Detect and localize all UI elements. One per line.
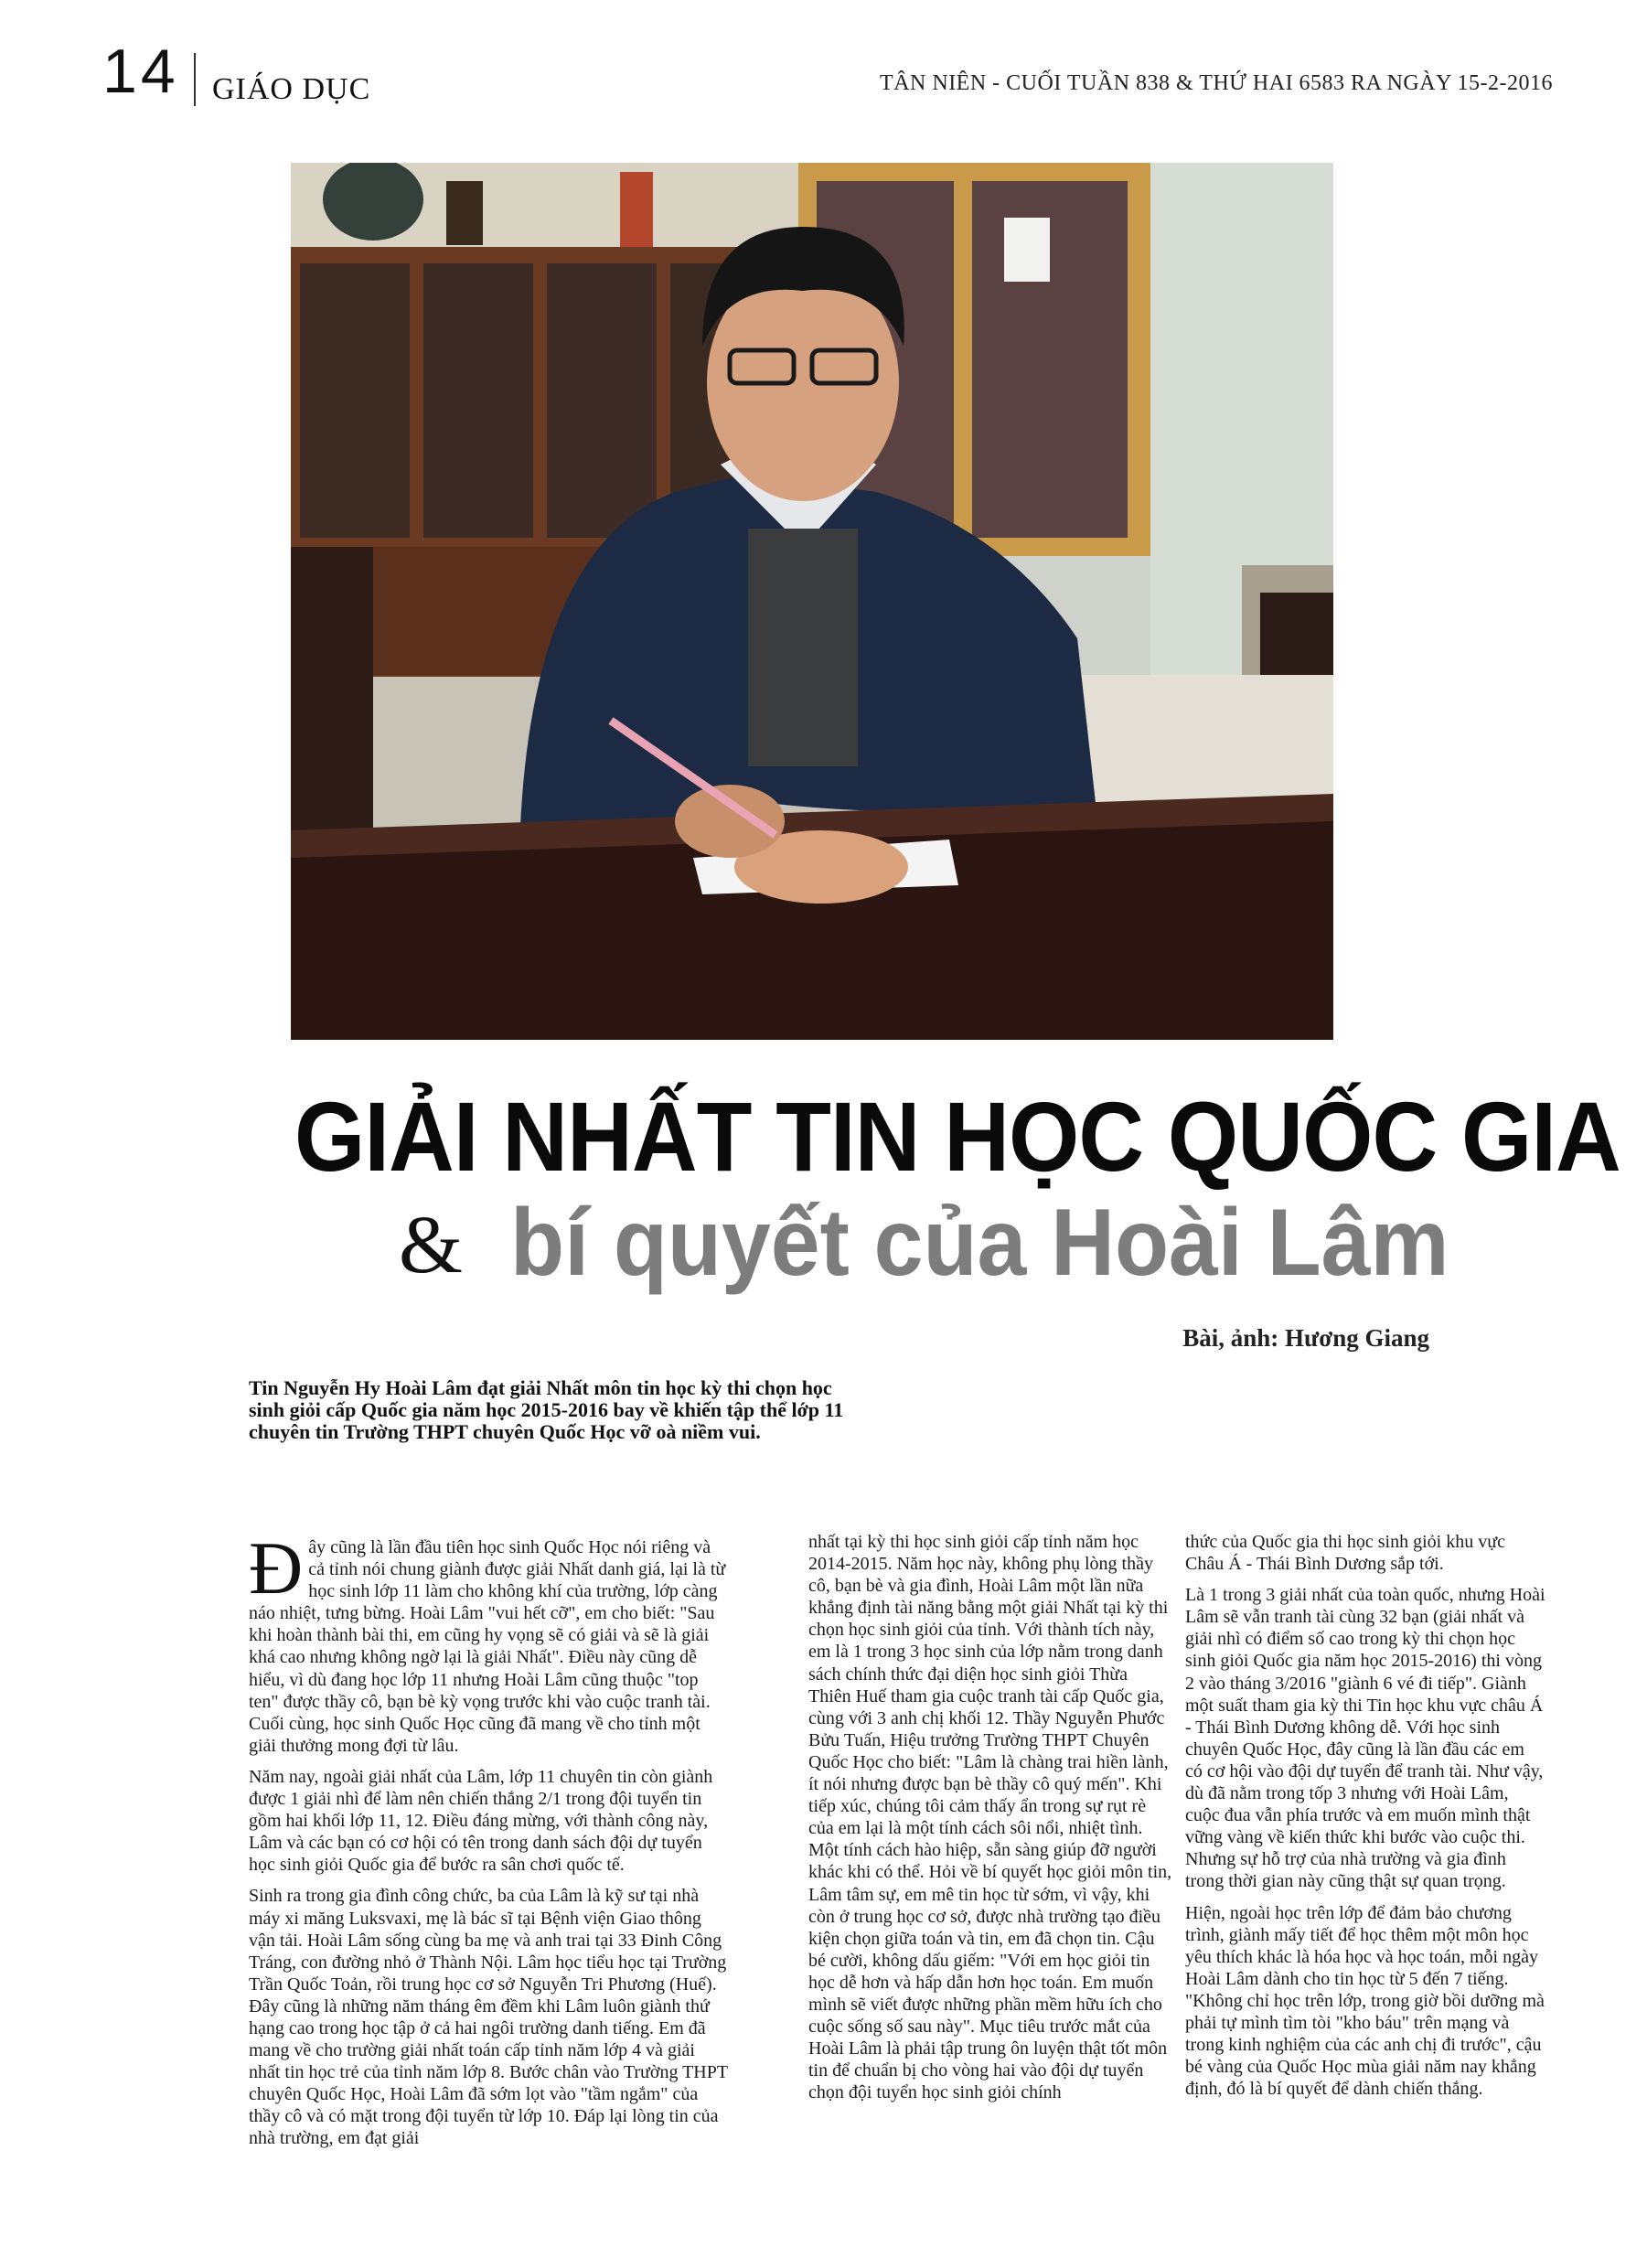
paragraph: Năm nay, ngoài giải nhất của Lâm, lớp 11 chuyên tin còn giành được 1 giải nhì để làm nên chiến thắng 2/1 trong đội tuyển tin gồm hai khối lớp 11, 12. Điều đáng mừng, với thành công này, Lâm và các bạn có cơ hội có tên trong danh sách đội dự tuyển học sinh giỏi Quốc gia để bước ra sân chơi quốc tế. xyxy=(249,1766,713,1876)
lead-paragraph: Tin Nguyễn Hy Hoài Lâm đạt giải Nhất môn tin học kỳ thi chọn học sinh giỏi cấp Quốc gia năm học 2015-2016 bay về khiến tập thể lớp 11 chuyên tin Trường THPT chuyên Quốc Học vỡ oà niềm vui. xyxy=(249,1376,844,1443)
paragraph: Là 1 trong 3 giải nhất của toàn quốc, nhưng Hoài Lâm sẽ vẫn tranh tài cùng 32 bạn (giải nhất và giải nhì có điểm số cao trong kỳ thi chọn học sinh giỏi Quốc gia năm học 2015-2016) thi vòng 2 vào tháng 3/2016 "giành 6 vé đi tiếp". Giành một suất tham gia kỳ thi Tin học khu vực châu Á - Thái Bình Dương không dễ. Với học sinh chuyên Quốc Học, đây cũng là lần đầu các em có cơ hội vào đội dự tuyển để tranh tài. Như vậy, dù đã nằm trong tốp 3 nhưng với Hoài Lâm, cuộc đua vẫn phía trước và em muốn mình thật vững vàng về kiến thức khi bước vào cuộc thi. Nhưng sự hỗ trợ của nhà trường và gia đình trong thời gian này cũng thật sự quan trọng. xyxy=(1185,1585,1545,1892)
paragraph: Hiện, ngoài học trên lớp để đảm bảo chương trình, giành mấy tiết để học thêm một môn học yêu thích khác là hóa học và học toán, mỗi ngày Hoài Lâm dành cho tin học từ 5 đến 7 tiếng. "Không chỉ học trên lớp, trong giờ bồi dưỡng mà phải tự mình tìm tòi "kho báu" trên mạng và trong kinh nghiệm của các anh chị đi trước", cậu bé vàng của Quốc Học mùa giải năm nay khẳng định, đó là bí quyết để dành chiến thắng. xyxy=(1185,1902,1545,2100)
headline-main: GIẢI NHẤT TIN HỌC QUỐC GIA xyxy=(294,1081,1620,1192)
section-name: GIÁO DỤC xyxy=(212,72,371,106)
masthead-issue-info: TÂN NIÊN - CUỐI TUẦN 838 & THỨ HAI 6583 RA NGÀY 15-2-2016 xyxy=(880,71,1553,95)
paragraph: Sinh ra trong gia đình công chức, ba của Lâm là kỹ sư tại nhà máy xi măng Luksvaxi, mẹ là bác sĩ tại Bệnh viện Giao thông vận tải. Hoài Lâm sống cùng ba mẹ và anh trai tại 33 Đinh Công Tráng, con đường nhỏ ở Thành Nội. Lâm học tiểu học tại Trường Trần Quốc Toản, rồi trung học cơ sở Nguyễn Tri Phương (Huế). Đây cũng là những năm tháng êm đềm khi Lâm luôn giành thứ hạng cao trong học tập ở cả hai ngôi trường danh tiếng. Em đã mang về cho trường giải nhất toán cấp tỉnh năm lớp 4 và giải nhất tin học trẻ của tỉnh năm lớp 8. Bước chân vào Trường THPT chuyên Quốc Học, Hoài Lâm đã sớm lọt vào "tầm ngắm" của thầy cô và có mặt trong đội tuyển từ lớp 10. Đáp lại lòng tin của nhà trường, em đạt giải xyxy=(249,1886,728,2149)
student-photo xyxy=(291,163,1333,1040)
paragraph-text: ây cũng là lần đầu tiên học sinh Quốc Học nói riêng và cả tỉnh nói chung giành được giải Nhất danh giá, lại là từ học sinh lớp 11 làm cho không khí của trường, lớp càng náo nhiệt, tưng bừng. Hoài Lâm "vui hết cỡ", em cho biết: "Sau khi hoàn thành bài thi, em cũng hy vọng sẽ có giải và sẽ là giải khá cao nhưng không ngờ lại là giải Nhất". Điều này cũng dễ hiểu, vì dù đang học lớp 11 nhưng Hoài Lâm cũng thuộc "top ten" được thầy cô, bạn bè kỳ vọng trước khi vào cuộc tranh tài. Cuối cùng, học sinh Quốc Học cũng đã mang về cho tỉnh một giải thưởng mong đợi từ lâu. xyxy=(249,1537,726,1756)
article-column-3 xyxy=(1185,1531,1545,2109)
byline: Bài, ảnh: Hương Giang xyxy=(1182,1324,1429,1352)
page-number: 14 xyxy=(102,37,179,106)
article-column-1 xyxy=(249,1526,728,2159)
article-column-2 xyxy=(808,1531,1174,2113)
headline-ampersand: & xyxy=(399,1200,464,1290)
headline-subtitle: bí quyết của Hoài Lâm xyxy=(510,1190,1449,1296)
paragraph: nhất tại kỳ thi học sinh giỏi cấp tỉnh năm học 2014-2015. Năm học này, không phụ lòng thầy cô, bạn bè và gia đình, Hoài Lâm một lần nữa khẳng định tài năng bằng một giải Nhất tại kỳ thi chọn học sinh giỏi của tỉnh. Với thành tích này, em là 1 trong 3 học sinh của lớp nằm trong danh sách chính thức đại diện học sinh giỏi Thừa Thiên Huế tham gia cuộc tranh tài cấp Quốc gia, cùng với 3 anh chị khối 12. Thầy Nguyễn Phước Bửu Tuấn, Hiệu trưởng Trường THPT Chuyên Quốc Học cho biết: "Lâm là chàng trai hiền lành, ít nói nhưng được bạn bè thầy cô quý mến". Khi tiếp xúc, chúng tôi cảm thấy ẩn trong sự rụt rè của em lại là một tính cách sôi nổi, nhiệt tình. Một tính cách hào hiệp, sẵn sàng giúp đỡ người khác khi có thể. Hỏi về bí quyết học giỏi môn tin, Lâm tâm sự, em mê tin học từ sớm, vì vậy, khi còn ở trung học cơ sở, được nhà trường tạo điều kiện chọn giữa toán và tin, em đã chọn tin. Cậu bé cười, không dấu giếm: "Với em học giỏi tin học dễ hơn và hấp dẫn hơn học toán. Em muốn mình sẽ viết được những phần mềm hữu ích cho cuộc sống số sau này". Mục tiêu trước mắt của Hoài Lâm là phải tập trung ôn luyện thật tốt môn tin để chuẩn bị cho vòng hai vào đội dự tuyển chọn đội tuyển học sinh giỏi chính xyxy=(808,1532,1172,2103)
drop-cap: Đ xyxy=(249,1526,304,1610)
header-divider xyxy=(194,53,196,106)
page-header xyxy=(0,0,1647,119)
paragraph xyxy=(249,1526,728,1757)
paragraph: thức của Quốc gia thi học sinh giỏi khu vực Châu Á - Thái Bình Dương sắp tới. xyxy=(1185,1532,1505,1575)
